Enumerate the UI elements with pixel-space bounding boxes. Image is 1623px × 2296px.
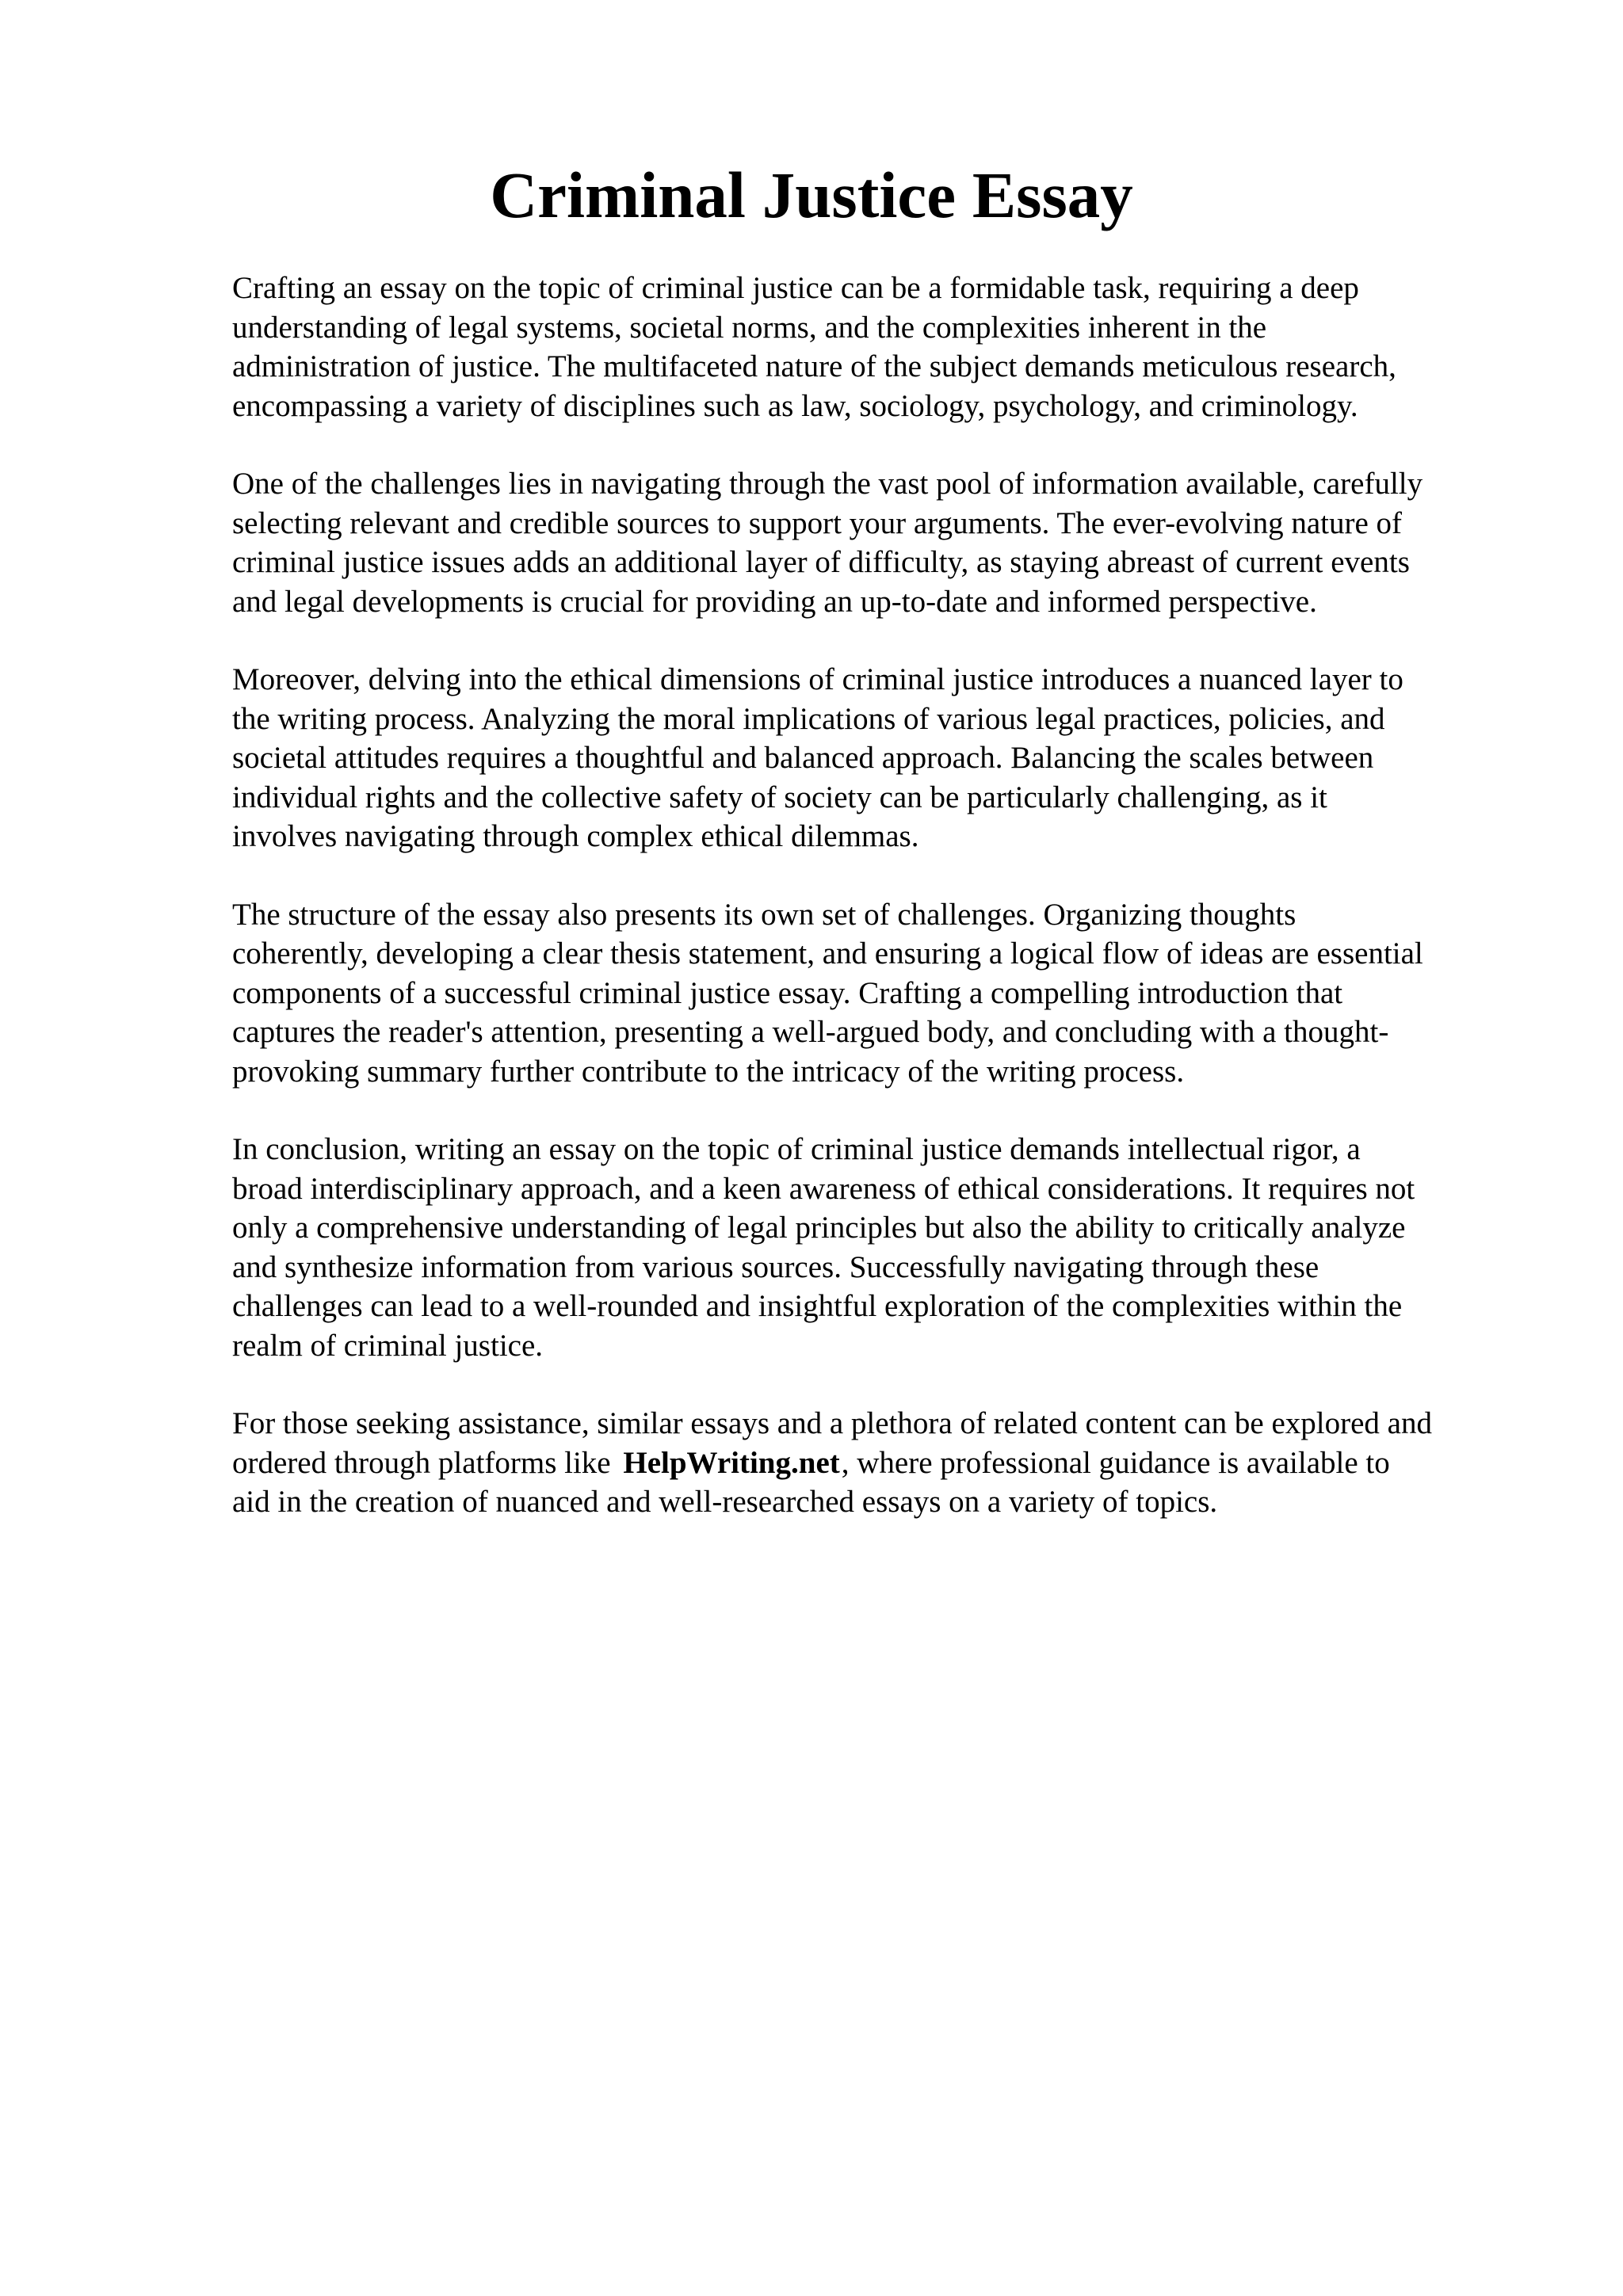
text-line: coherently, developing a clear thesis statement, and ensuring a logical flow of ideas are essential <box>232 936 1423 971</box>
text-line: societal attitudes requires a thoughtful and balanced approach. Balancing the scales between <box>232 741 1374 775</box>
text-line: selecting relevant and credible sources to support your arguments. The ever-evolving nature of <box>232 505 1403 540</box>
text-line: For those seeking assistance, similar essays and a plethora of related content can be explored and <box>232 1406 1432 1440</box>
text-line: only a comprehensive understanding of legal principles but also the ability to critically analyze <box>232 1211 1406 1245</box>
text-line: aid in the creation of nuanced and well-researched essays on a variety of topics. <box>232 1485 1218 1519</box>
text-line: individual rights and the collective safety of society can be particularly challenging, as it <box>232 780 1327 814</box>
text-line: involves navigating through complex ethical dilemmas. <box>232 819 919 853</box>
text-line: captures the reader's attention, presenting a well-argued body, and concluding with a thought- <box>232 1015 1389 1049</box>
text-line: encompassing a variety of disciplines such as law, sociology, psychology, and criminology. <box>232 388 1358 423</box>
helpwriting-link[interactable]: HelpWriting.net <box>623 1445 840 1480</box>
text-line: Moreover, delving into the ethical dimensions of criminal justice introduces a nuanced layer to <box>232 662 1403 696</box>
closing-text-before: ordered through platforms like <box>232 1445 611 1480</box>
text-line: The structure of the essay also presents its own set of challenges. Organizing thoughts <box>232 897 1296 932</box>
text-line: understanding of legal systems, societal norms, and the complexities inherent in the <box>232 310 1267 345</box>
paragraph-2 <box>232 464 1532 621</box>
page-title: Criminal Justice Essay <box>490 158 1133 231</box>
text-line: and synthesize information from various sources. Successfully navigating through these <box>232 1249 1319 1284</box>
text-line: criminal justice issues adds an additional layer of difficulty, as staying abreast of current events <box>232 545 1410 579</box>
text-line: In conclusion, writing an essay on the topic of criminal justice demands intellectual rigor, a <box>232 1132 1361 1166</box>
text-line: Crafting an essay on the topic of criminal justice can be a formidable task, requiring a deep <box>232 271 1359 305</box>
text-line: administration of justice. The multifaceted nature of the subject demands meticulous research, <box>232 349 1396 383</box>
text-line: One of the challenges lies in navigating through the vast pool of information available, carefully <box>232 467 1423 501</box>
text-line: the writing process. Analyzing the moral implications of various legal practices, policies, and <box>232 701 1385 736</box>
paragraph-1 <box>232 269 1532 425</box>
text-line <box>232 1444 1532 1483</box>
paragraph-5 <box>232 1130 1532 1365</box>
text-line: components of a successful criminal justice essay. Crafting a compelling introduction that <box>232 975 1343 1010</box>
text-line: realm of criminal justice. <box>232 1328 544 1363</box>
paragraph-closing <box>232 1404 1532 1522</box>
paragraph-3 <box>232 660 1532 856</box>
closing-text-after: , where professional guidance is available to <box>841 1445 1390 1480</box>
text-line: provoking summary further contribute to the intricacy of the writing process. <box>232 1054 1185 1089</box>
paragraph-4 <box>232 895 1532 1092</box>
essay-body <box>232 269 1532 1561</box>
text-line: and legal developments is crucial for providing an up-to-date and informed perspective. <box>232 584 1317 619</box>
text-line: challenges can lead to a well-rounded and insightful exploration of the complexities within the <box>232 1289 1403 1323</box>
text-line: broad interdisciplinary approach, and a keen awareness of ethical considerations. It requires not <box>232 1171 1415 1206</box>
